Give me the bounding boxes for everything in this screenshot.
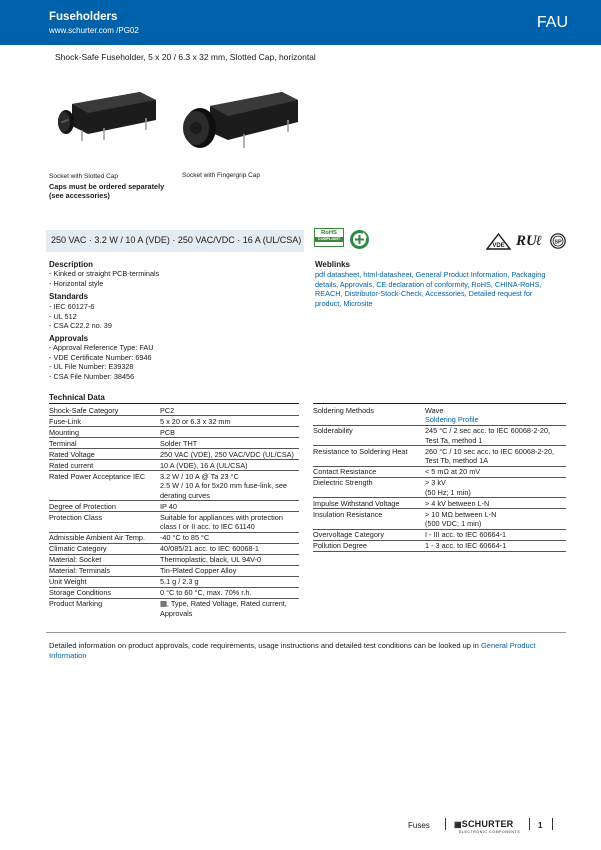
table-value-line: Test Ta, method 1 — [425, 435, 483, 445]
table-value — [160, 555, 299, 565]
csa-label: SP — [554, 239, 562, 246]
table-key: Pollution Degree — [313, 541, 367, 550]
product-title: Shock-Safe Fuseholder, 5 x 20 / 6.3 x 32 mm, Slotted Cap, horizontal — [55, 52, 316, 62]
vde-label: VDE — [492, 243, 505, 249]
technical-data-rule-right — [313, 403, 566, 404]
description-list — [49, 269, 159, 288]
table-value — [425, 510, 566, 529]
table-value — [160, 472, 299, 501]
table-value-line: Test Tb, method 1A — [425, 456, 489, 465]
table-value — [425, 530, 566, 540]
table-value — [160, 533, 299, 543]
table-key: Degree of Protection — [49, 501, 116, 511]
table-value-line: Approvals — [160, 608, 193, 618]
table-value — [160, 544, 299, 554]
approvals-item: - CSA File Number: 38456 — [49, 371, 135, 381]
table-row — [49, 437, 299, 448]
approvals-item: - UL File Number: E39328 — [49, 362, 134, 371]
table-value-line: ▦, Type, Rated Voltage, Rated current, — [160, 599, 287, 608]
table-key: Terminal — [49, 438, 77, 448]
table-value-line: PC2 — [160, 405, 175, 415]
table-key: Mounting — [49, 427, 80, 437]
table-row — [49, 543, 299, 554]
footer-section: Fuses — [408, 821, 430, 830]
table-value — [160, 450, 299, 460]
table-row — [49, 576, 299, 587]
table-value — [160, 406, 299, 416]
info-note — [49, 641, 569, 661]
table-row — [313, 425, 566, 446]
table-value-line: -40 °C to 85 °C — [160, 533, 210, 542]
general-product-info-link[interactable]: General Product Information — [49, 641, 536, 660]
soldering-profile-link[interactable]: Soldering Profile — [425, 415, 479, 424]
note-divider — [46, 632, 566, 633]
table-row — [49, 587, 299, 598]
table-value-line: (50 Hz; 1 min) — [425, 487, 471, 497]
description-title: Description — [49, 260, 94, 269]
standards-item: - IEC 60127-6 — [49, 302, 95, 311]
table-value-line: Solder THT — [160, 438, 198, 448]
table-row — [313, 405, 566, 425]
table-row — [49, 511, 299, 532]
table-value-line: 5 x 20 or 6.3 x 32 mm — [160, 416, 231, 426]
table-key: Product Marking — [49, 599, 103, 608]
table-value — [425, 406, 566, 425]
table-value-line: 0 °C to 60 °C, max. 70% r.h. — [160, 588, 252, 597]
table-key: Solderability — [313, 426, 353, 435]
table-value-line: > 10 MΩ between L-N — [425, 509, 497, 519]
table-row — [49, 598, 299, 619]
standards-item: - UL 512 — [49, 311, 77, 321]
table-value-line: 5.1 g / 2.3 g — [160, 577, 199, 586]
rohs-logo — [314, 228, 344, 247]
weblinks-line[interactable]: product, Microsite — [315, 298, 373, 308]
table-value-line: Suitable for appliances with protection — [160, 512, 283, 522]
svg-text:U: U — [526, 233, 537, 248]
weblinks-list[interactable] — [315, 270, 545, 308]
weblinks-line[interactable]: REACH, Distributor-Stock-Check, Accessories, Detailed request for — [315, 289, 533, 298]
caption-slotted: Socket with Slotted Cap — [49, 173, 119, 180]
approvals-title: Approvals — [49, 334, 89, 343]
table-row — [313, 445, 566, 466]
table-value-line: 40/085/21 acc. to IEC 60068-1 — [160, 544, 259, 553]
table-key: Resistance to Soldering Heat — [313, 446, 408, 456]
schurter-logo-mark-icon: ▦ — [454, 820, 462, 829]
standards-title: Standards — [49, 292, 89, 301]
table-row — [313, 508, 566, 529]
table-value-line: class I or II acc. to IEC 61140 — [160, 522, 255, 531]
table-row — [49, 532, 299, 543]
fingergrip-cap-socket-image — [178, 86, 304, 156]
table-row — [313, 477, 566, 498]
table-row — [313, 497, 566, 508]
footer-divider — [552, 818, 553, 830]
weblinks-title: Weblinks — [315, 260, 350, 269]
table-value-line: > 3 kV — [425, 478, 446, 487]
table-value — [425, 541, 566, 551]
table-value — [425, 426, 566, 445]
table-value-line: 10 A (VDE), 16 A (UL/CSA) — [160, 460, 248, 470]
table-key: Material: Socket — [49, 555, 102, 564]
category-title: Fuseholders — [49, 11, 118, 23]
weblinks-line[interactable]: pdf datasheet, html-datasheet, General Product Information, Packaging — [315, 270, 546, 279]
table-value-line: 1 - 3 acc. to IEC 60664-1 — [425, 541, 507, 550]
technical-data-left-table — [49, 405, 299, 618]
page-number: 1 — [538, 821, 543, 830]
table-value-line: Wave — [425, 405, 444, 415]
svg-text:ℓ: ℓ — [536, 234, 542, 248]
schurter-logo-text: SCHURTER — [461, 819, 514, 829]
caption-slotted-note: Caps must be ordered separately (see accessories) — [49, 181, 165, 200]
table-value — [425, 478, 566, 497]
table-value-line: > 4 kV between L-N — [425, 498, 490, 508]
technical-data-rule — [49, 403, 299, 404]
table-value-line: IP 40 — [160, 501, 177, 511]
slotted-cap-socket-image — [52, 86, 164, 146]
page-header — [0, 0, 601, 45]
table-value — [160, 428, 299, 438]
table-value-line: 3.2 W / 10 A @ Ta 23 °C — [160, 471, 239, 481]
table-row — [49, 565, 299, 576]
table-row — [49, 415, 299, 426]
approvals-list — [49, 343, 154, 381]
table-value-line: Tin-Plated Copper Alloy — [160, 566, 237, 575]
table-value-line: < 5 mΩ at 20 mV — [425, 467, 481, 476]
table-key: Climatic Category — [49, 544, 107, 553]
caption-fingergrip: Socket with Fingergrip Cap — [182, 172, 261, 179]
table-key: Soldering Methods — [313, 405, 374, 415]
table-key: Fuse-Link — [49, 416, 82, 426]
table-value-line: 245 °C / 2 sec acc. to IEC 60068-2-20, — [425, 426, 551, 435]
table-value-line: Thermoplastic, black, UL 94V-0 — [160, 555, 262, 564]
ratings-bar: 250 VAC · 3.2 W / 10 A (VDE) · 250 VAC/VDC · 16 A (UL/CSA) — [46, 230, 304, 252]
technical-data-right-end-rule — [313, 551, 566, 552]
table-key: Rated Voltage — [49, 449, 95, 459]
table-key: Overvoltage Category — [313, 530, 384, 539]
table-value — [425, 467, 566, 477]
table-row — [49, 459, 299, 470]
table-value-line: 250 VAC (VDE), 250 VAC/VDC (UL/CSA) — [160, 449, 294, 459]
table-row — [49, 426, 299, 437]
vde-logo-icon — [486, 233, 511, 250]
table-key: Unit Weight — [49, 577, 87, 586]
table-key: Contact Resistance — [313, 467, 377, 476]
slotted-cap-caption — [49, 172, 174, 201]
table-value — [425, 447, 566, 466]
weblinks-line[interactable]: details, Approvals, CE declaration of conformity, RoHS, CHINA-RoHS, — [315, 279, 542, 289]
technical-data-title: Technical Data — [49, 393, 105, 402]
ul-recognized-icon — [514, 232, 546, 248]
table-key: Rated Power Acceptance IEC — [49, 471, 146, 481]
table-row — [313, 466, 566, 477]
table-key: Impulse Withstand Voltage — [313, 498, 400, 508]
footer-divider — [445, 818, 446, 830]
table-key: Admissible Ambient Air Temp. — [49, 533, 145, 542]
table-value-line: (500 VDC; 1 min) — [425, 519, 482, 528]
category-url[interactable]: www.schurter.com /PG02 — [49, 26, 139, 35]
table-value-line: PCB — [160, 427, 176, 437]
table-value — [160, 577, 299, 587]
footer-divider — [529, 818, 530, 830]
info-note-text: Detailed information on product approvals, code requirements, usage instructions and detailed test conditions can be looked up in — [49, 641, 481, 650]
csa-logo-icon — [550, 233, 566, 249]
table-row — [49, 500, 299, 511]
table-value — [160, 439, 299, 449]
description-item: - Kinked or straight PCB-terminals — [49, 269, 160, 278]
table-row — [313, 540, 566, 551]
table-row — [49, 448, 299, 459]
product-code: FAU — [536, 14, 568, 31]
table-value — [160, 461, 299, 471]
table-row — [313, 529, 566, 540]
schurter-logo — [454, 819, 513, 829]
approvals-item: - VDE Certificate Number: 6946 — [49, 352, 152, 362]
china-rohs-icon — [349, 229, 370, 250]
standards-item: - CSA C22.2 no. 39 — [49, 321, 112, 330]
svg-text:R: R — [516, 233, 527, 248]
table-value-line: I - III acc. to IEC 60664-1 — [425, 530, 507, 539]
rohs-sub: COMPLIANT — [315, 237, 343, 242]
table-key: Storage Conditions — [49, 588, 112, 597]
table-value — [160, 417, 299, 427]
table-key: Shock-Safe Category — [49, 405, 119, 415]
table-value-line: 2.5 W / 10 A for 5x20 mm fuse-link, see — [160, 481, 287, 490]
table-value — [160, 566, 299, 576]
table-key: Insulation Resistance — [313, 509, 383, 519]
table-key: Protection Class — [49, 512, 103, 522]
approvals-item: - Approval Reference Type: FAU — [49, 343, 154, 352]
table-key: Rated current — [49, 460, 94, 470]
table-value — [160, 599, 299, 618]
table-value — [160, 588, 299, 598]
table-value — [160, 513, 299, 532]
table-row — [49, 554, 299, 565]
table-row — [49, 470, 299, 500]
table-value-line: 260 °C / 10 sec acc. to IEC 60068-2-20, — [425, 446, 555, 456]
table-key: Material: Terminals — [49, 566, 111, 575]
technical-data-right-table — [313, 405, 566, 551]
table-value — [160, 502, 299, 512]
table-row — [49, 405, 299, 415]
table-value — [425, 499, 566, 509]
rohs-label: RoHS — [321, 230, 337, 236]
table-key: Dielectric Strength — [313, 478, 373, 487]
description-item: - Horizontal style — [49, 278, 104, 288]
standards-list — [49, 302, 112, 331]
schurter-logo-sub: ELECTRONIC COMPONENTS — [459, 830, 521, 834]
table-value-line: derating curves — [160, 490, 210, 500]
